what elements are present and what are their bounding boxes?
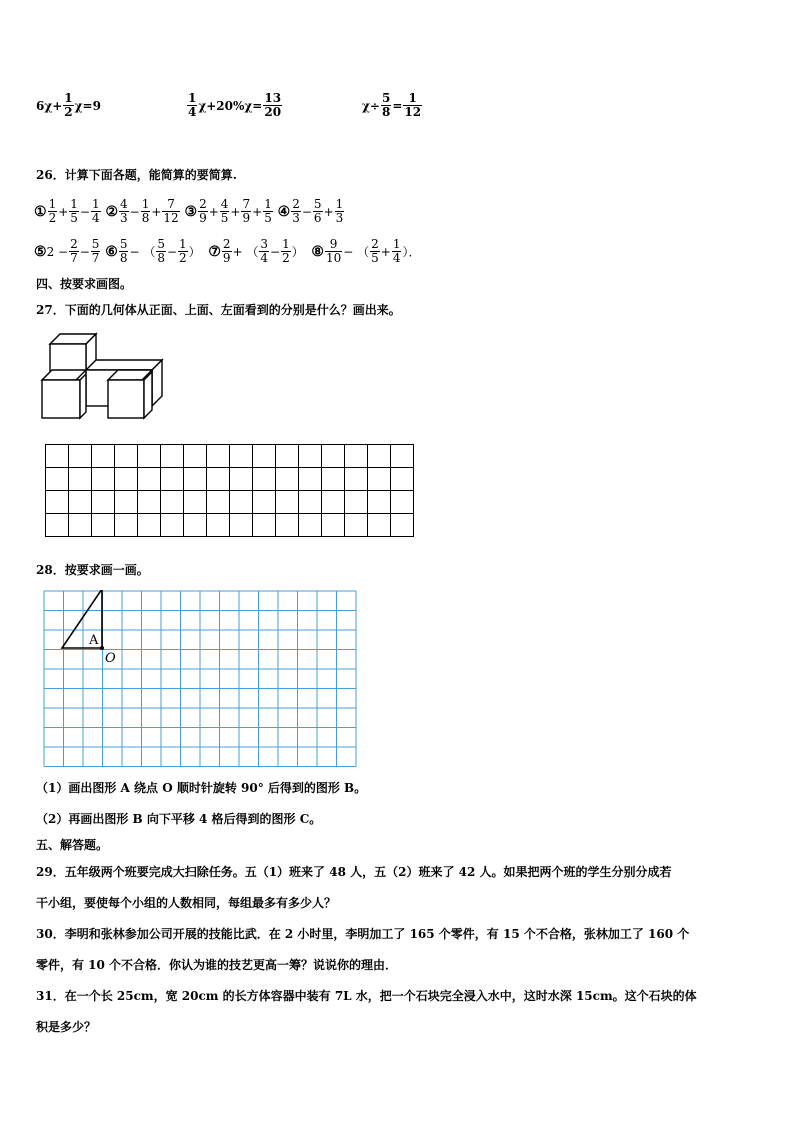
grid-cell[interactable] [92, 514, 115, 537]
grid-cell[interactable] [138, 468, 161, 491]
grid-cell[interactable] [69, 468, 92, 491]
grid-cell[interactable] [276, 514, 299, 537]
grid-cell[interactable] [368, 445, 391, 468]
grid-cell[interactable] [207, 468, 230, 491]
grid-cell[interactable] [115, 514, 138, 537]
grid-cell[interactable] [391, 468, 414, 491]
section-4-heading: 四、按要求画图。 [36, 277, 133, 291]
grid-cell[interactable] [184, 514, 207, 537]
q30-line2: 零件，有 10 个不合格．你认为谁的技艺更高一筹？说说你的理由． [36, 958, 398, 972]
q26-row2: ⑤2 − $\frac{2}{7}$ − $\frac{5}{7}$ ⑥ $\frac{5}{8}$ − （ $\frac{5}{8}$ − $\frac{1}{2}$ ） ⑦ $\frac{2}{9}$ + （ $\frac{3}{4}$ − $\frac{1}{2}$ ） ⑧ $\frac{9}{10}$ − （ $\frac{2}{5}$ + $\frac{1}{4}$ ）． [34, 237, 421, 265]
grid-cell[interactable] [207, 514, 230, 537]
grid-cell[interactable] [253, 514, 276, 537]
grid-cell[interactable] [138, 514, 161, 537]
grid-cell[interactable] [46, 468, 69, 491]
point-o-label: O [105, 651, 116, 666]
grid-cell[interactable] [391, 445, 414, 468]
grid-cell[interactable] [230, 491, 253, 514]
grid-cell[interactable] [46, 445, 69, 468]
grid-cell[interactable] [46, 514, 69, 537]
grid-cell[interactable] [92, 445, 115, 468]
grid-cell[interactable] [345, 468, 368, 491]
q28-sub1: （1）画出图形 A 绕点 O 顺时针旋转 90° 后得到的图形 B。 [36, 781, 367, 795]
grid-cell[interactable] [345, 445, 368, 468]
grid-cell[interactable] [115, 468, 138, 491]
grid-cell[interactable] [299, 468, 322, 491]
q26-row1: ① $\frac{1}{2}$ + $\frac{1}{5}$ − $\frac{1}{4}$ ② $\frac{4}{3}$ − $\frac{1}{8}$ + $\frac{7}{12}$ ③ $\frac{2}{9}$ + $\frac{4}{5}$ + $\frac{7}{9}$ + $\frac{1}{5}$ ④ $\frac{2}{3}$ − $\frac{5}{6}$ + $\frac{1}{3}$ [34, 197, 344, 225]
grid-cell[interactable] [161, 514, 184, 537]
grid-cell[interactable] [345, 514, 368, 537]
grid-cell[interactable] [115, 445, 138, 468]
q27-answer-grid[interactable] [45, 444, 414, 537]
grid-cell[interactable] [322, 514, 345, 537]
grid-cell[interactable] [230, 468, 253, 491]
grid-cell[interactable] [322, 445, 345, 468]
equation-1: 6χ+ $\frac{1}{2}$ χ=9 [36, 91, 101, 119]
q26-title: 26．计算下面各题，能简算的要简算. [36, 168, 237, 182]
grid-cell[interactable] [276, 468, 299, 491]
q28-sub2: （2）再画出图形 B 向下平移 4 格后得到的图形 C。 [36, 812, 322, 826]
point-o [100, 646, 104, 650]
grid-cell[interactable] [184, 491, 207, 514]
grid-cell[interactable] [368, 514, 391, 537]
grid-cell[interactable] [368, 491, 391, 514]
q28-grid-lines [44, 591, 356, 767]
grid-cell[interactable] [253, 491, 276, 514]
grid-cell[interactable] [345, 491, 368, 514]
grid-cell[interactable] [69, 514, 92, 537]
grid-cell[interactable] [299, 514, 322, 537]
grid-cell[interactable] [230, 445, 253, 468]
grid-cell[interactable] [391, 491, 414, 514]
q28-title: 28．按要求画一画。 [36, 563, 149, 577]
q29-line1: 29．五年级两个班要完成大扫除任务。五（1）班来了 48 人，五（2）班来了 42 人。如果把两个班的学生分别分成若 [36, 865, 672, 879]
grid-cell[interactable] [322, 491, 345, 514]
grid-cell[interactable] [276, 491, 299, 514]
q31-line1: 31．在一个长 25cm，宽 20cm 的长方体容器中装有 7L 水，把一个石块完全浸入水中，这时水深 15cm。这个石块的体 [36, 989, 697, 1003]
q31-line2: 积是多少？ [36, 1020, 97, 1034]
grid-cell[interactable] [115, 491, 138, 514]
shape-a-label: A [89, 633, 99, 648]
grid-cell[interactable] [207, 445, 230, 468]
q27-title: 27．下面的几何体从正面、上面、左面看到的分别是什么？画出来。 [36, 303, 401, 317]
grid-cell[interactable] [138, 491, 161, 514]
grid-cell[interactable] [253, 468, 276, 491]
grid-cell[interactable] [230, 514, 253, 537]
grid-cell[interactable] [391, 514, 414, 537]
q30-line1: 30．李明和张林参加公司开展的技能比武．在 2 小时里，李明加工了 165 个零件，有 15 个不合格，张林加工了 160 个 [36, 927, 690, 941]
grid-cell[interactable] [184, 445, 207, 468]
grid-cell[interactable] [138, 445, 161, 468]
grid-cell[interactable] [253, 445, 276, 468]
grid-cell[interactable] [276, 445, 299, 468]
grid-cell[interactable] [299, 491, 322, 514]
grid-cell[interactable] [184, 468, 207, 491]
grid-cell[interactable] [299, 445, 322, 468]
grid-cell[interactable] [161, 468, 184, 491]
grid-cell[interactable] [161, 491, 184, 514]
grid-cell[interactable] [92, 468, 115, 491]
q29-line2: 干小组，要使每个小组的人数相同，每组最多有多少人？ [36, 896, 337, 910]
grid-cell[interactable] [322, 468, 345, 491]
section-5-heading: 五、解答题。 [36, 838, 109, 852]
grid-cell[interactable] [207, 491, 230, 514]
grid-cell[interactable] [69, 445, 92, 468]
q28-grid[interactable] [43, 590, 361, 768]
cube-figure [38, 330, 168, 424]
grid-cell[interactable] [69, 491, 92, 514]
grid-cell[interactable] [46, 491, 69, 514]
grid-cell[interactable] [161, 445, 184, 468]
grid-cell[interactable] [92, 491, 115, 514]
equation-2: $\frac{1}{4}$ χ+20%χ= $\frac{13}{20}$ [188, 91, 282, 119]
grid-cell[interactable] [368, 468, 391, 491]
equation-3: χ÷ $\frac{5}{8}$ = $\frac{1}{12}$ [362, 91, 422, 119]
